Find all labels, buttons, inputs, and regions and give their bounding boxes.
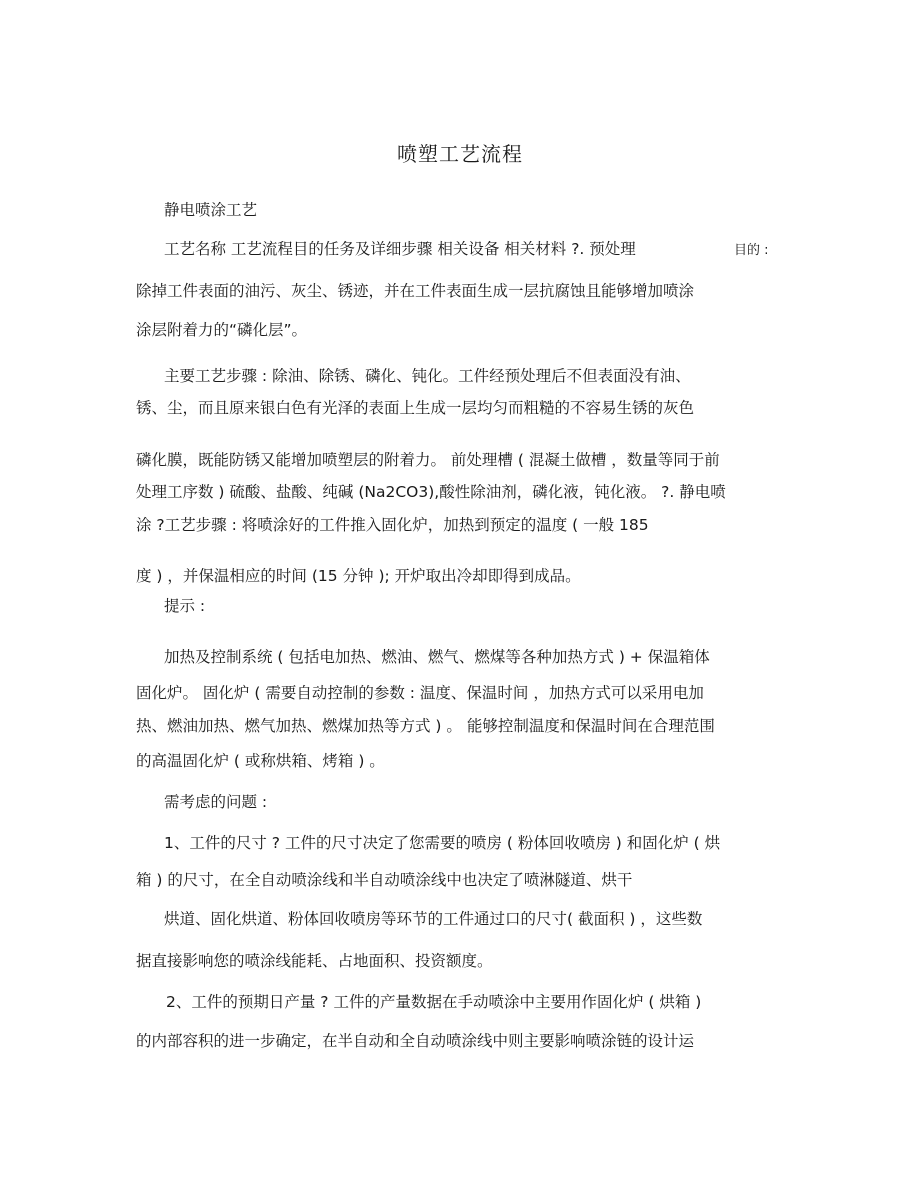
text-line: 需考虑的问题 : xyxy=(164,793,268,811)
text-line: 涂层附着力的“磷化层”。 xyxy=(136,321,308,339)
text-line: 箱 ) 的尺寸，在全自动喷涂线和半自动喷涂线中也决定了喷淋隧道、烘干 xyxy=(136,871,633,889)
text-line: 固化炉。 固化炉 ( 需要自动控制的参数 : 温度、保温时间 ，加热方式可以采用电加 xyxy=(136,684,704,702)
text-line: 烘道、固化烘道、粉体回收喷房等环节的工件通过口的尺寸( 截面积 ) ，这些数 xyxy=(164,910,703,928)
text-line: 涂 ?工艺步骤 : 将喷涂好的工件推入固化炉，加热到预定的温度 ( 一般 185 xyxy=(136,516,649,534)
text-line: 热、燃油加热、燃气加热、燃煤加热等方式 ) 。 能够控制温度和保温时间在合理范围 xyxy=(136,717,715,735)
text-line: 处理工序数 ) 硫酸、盐酸、纯碱 (Na2CO3),酸性除油剂，磷化液，钝化液。 ?. 静电喷 xyxy=(136,483,726,501)
page-title: 喷塑工艺流程 xyxy=(397,142,523,166)
text-line: 据直接影响您的喷涂线能耗、占地面积、投资额度。 xyxy=(136,952,493,970)
text-line: 除掉工件表面的油污、灰尘、锈迹，并在工件表面生成一层抗腐蚀且能够增加喷涂 xyxy=(136,282,695,300)
text-line: 工艺名称 工艺流程目的任务及详细步骤 相关设备 相关材料 ?. 预处理 xyxy=(164,240,636,258)
text-line: 磷化膜，既能防锈又能增加喷塑层的附着力。 前处理槽 ( 混凝土做槽 ，数量等同于前 xyxy=(136,451,720,469)
text-line: 的高温固化炉 ( 或称烘箱、烤箱 ) 。 xyxy=(136,752,385,770)
text-line: 锈、尘，而且原来银白色有光泽的表面上生成一层均匀而粗糙的不容易生锈的灰色 xyxy=(136,399,695,417)
text-line: 度 ) ，并保温相应的时间 (15 分钟 ); 开炉取出冷却即得到成品。 xyxy=(136,567,581,585)
text-line: 主要工艺步骤 : 除油、除锈、磷化、钝化。工件经预处理后不但表面没有油、 xyxy=(164,367,691,385)
text-line: 的内部容积的进一步确定，在半自动和全自动喷涂线中则主要影响喷涂链的设计运 xyxy=(136,1032,695,1050)
text-line: 2、工件的预期日产量 ? 工件的产量数据在手动喷涂中主要用作固化炉 ( 烘箱 ) xyxy=(166,993,702,1011)
text-line: 1、工件的尺寸 ? 工件的尺寸决定了您需要的喷房 ( 粉体回收喷房 ) 和固化炉 ( 烘 xyxy=(164,834,721,852)
text-line: 提示 : xyxy=(164,597,206,615)
section-heading: 静电喷涂工艺 xyxy=(164,201,258,219)
text-line: 加热及控制系统 ( 包括电加热、燃油、燃气、燃煤等各种加热方式 ) + 保温箱体 xyxy=(164,648,710,666)
text-line: 目的 : xyxy=(734,243,769,258)
